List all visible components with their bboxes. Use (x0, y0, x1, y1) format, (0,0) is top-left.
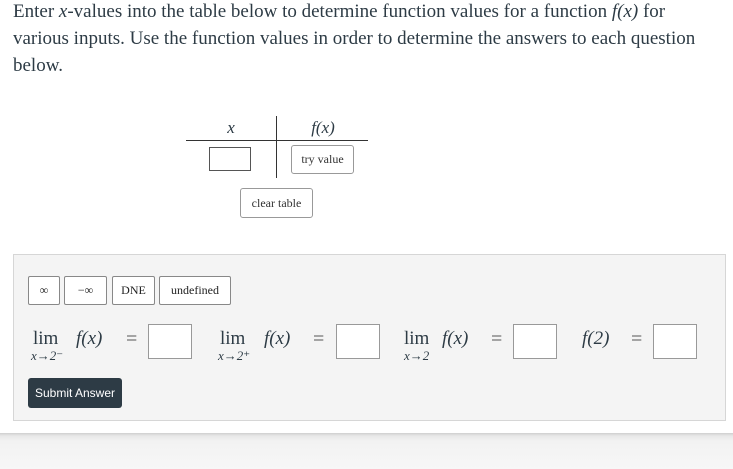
col-header-fx: f(x) (311, 118, 335, 137)
function-value-label: f(2) (582, 328, 610, 349)
lim-label: lim (404, 328, 430, 349)
dne-button[interactable]: DNE (112, 276, 155, 305)
instructions-text (13, 0, 725, 79)
negative-infinity-button[interactable]: −∞ (64, 276, 107, 305)
intro-text-1: Enter (13, 1, 59, 22)
value-table (186, 114, 368, 178)
answer-function-value-input[interactable] (653, 324, 697, 359)
lim-label: lim (33, 328, 59, 349)
intro-text-2: -values into the table below to determine function values for a function (67, 1, 612, 22)
try-value-button[interactable]: try value (291, 145, 354, 174)
clear-table-button[interactable]: clear table (240, 188, 313, 218)
answer-left-limit-input[interactable] (148, 324, 192, 359)
lim-function: f(x) (442, 328, 469, 349)
equals-sign: = (631, 328, 643, 350)
answer-two-sided-limit-input[interactable] (513, 324, 557, 359)
intro-text-3: for various inputs. Use the function values in order to determine the answers to each question below. (13, 1, 696, 76)
col-header-x: x (227, 118, 235, 137)
intro-x-var: x (58, 1, 68, 22)
submit-answer-button[interactable]: Submit Answer (28, 378, 122, 408)
lim-subscript: x→2⁻ (31, 348, 64, 363)
undefined-button[interactable]: undefined (159, 276, 231, 305)
lim-function: f(x) (76, 328, 103, 349)
x-value-input[interactable] (209, 147, 251, 171)
equals-sign: = (313, 328, 325, 350)
table-divider-vertical (276, 116, 277, 178)
table-divider-horizontal (186, 140, 368, 141)
equals-sign: = (491, 328, 503, 350)
infinity-button[interactable]: ∞ (28, 276, 60, 305)
page-bottom-shadow (0, 433, 733, 469)
lim-subscript: x→2 (404, 348, 430, 363)
intro-fx: f(x) (611, 1, 639, 22)
lim-subscript: x→2⁺ (218, 348, 251, 363)
lim-label: lim (220, 328, 246, 349)
equals-sign: = (126, 328, 138, 350)
lim-function: f(x) (264, 328, 291, 349)
answer-right-limit-input[interactable] (336, 324, 380, 359)
